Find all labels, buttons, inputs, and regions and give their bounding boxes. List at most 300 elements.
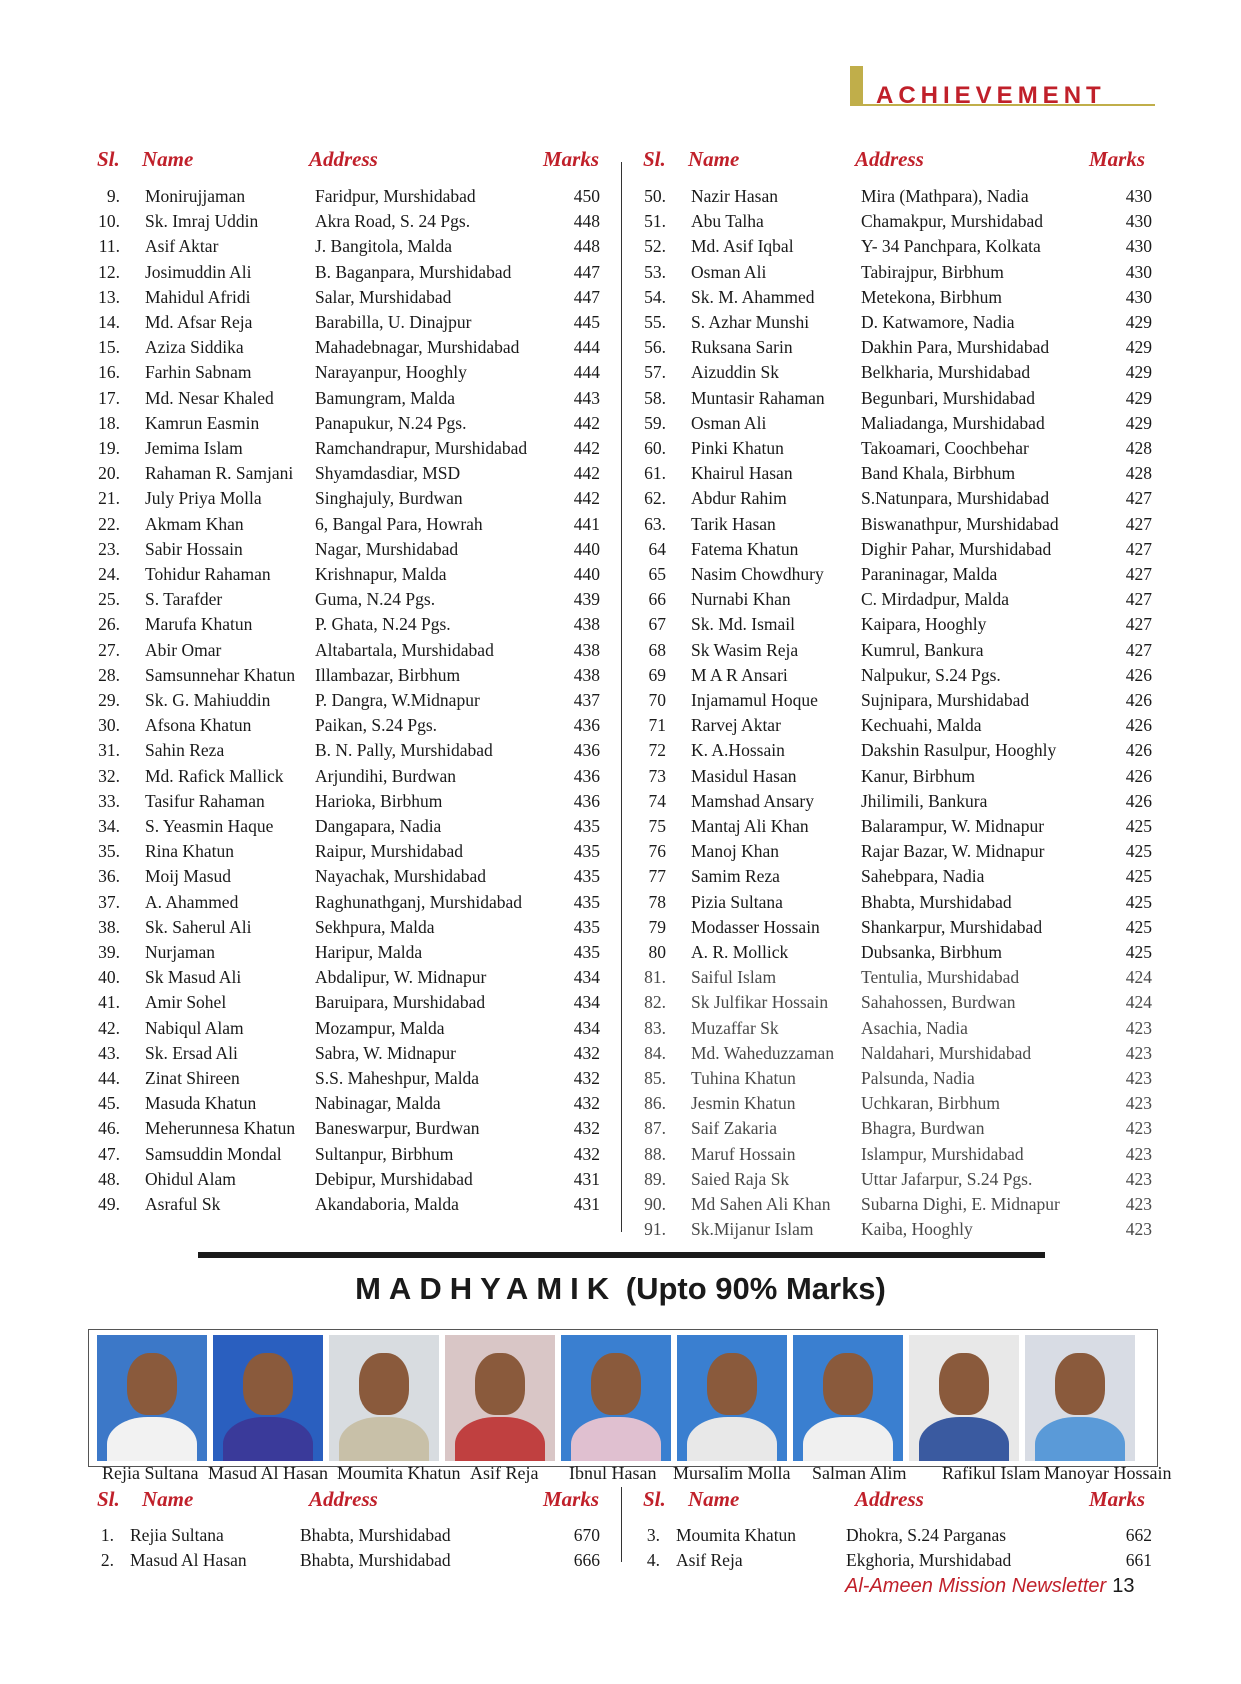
row-address: Nabinagar, Malda	[315, 1093, 441, 1114]
row-name: Osman Ali	[691, 261, 767, 282]
row-serial: 60.	[644, 438, 666, 458]
row-address: Narayanpur, Hooghly	[315, 362, 467, 383]
row-serial: 81.	[644, 967, 666, 988]
row-address: Arjundihi, Burdwan	[315, 765, 456, 786]
row-serial: 17.	[98, 387, 120, 408]
row-address: Subarna Dighi, E. Midnapur	[861, 1194, 1060, 1214]
photo-caption: Rafikul Islam	[942, 1463, 1041, 1483]
row-address: 6, Bangal Para, Howrah	[315, 513, 483, 534]
row-marks: 670	[573, 1525, 600, 1545]
row-address: Kanur, Birbhum	[861, 765, 976, 786]
row-serial: 63.	[644, 513, 666, 534]
row-marks: 662	[1125, 1525, 1152, 1545]
row-name: Osman Ali	[691, 412, 767, 433]
row-serial: 28.	[98, 664, 120, 685]
photo-face	[1055, 1353, 1105, 1415]
row-name: Masud Al Hasan	[130, 1550, 247, 1570]
row-name: Tohidur Rahaman	[145, 564, 271, 584]
row-address: Dighir Pahar, Murshidabad	[861, 538, 1052, 559]
row-marks: 440	[573, 538, 600, 559]
row-address: Rajar Bazar, W. Midnapur	[861, 841, 1045, 862]
section-divider	[198, 1252, 1045, 1258]
student-photo	[909, 1335, 1019, 1461]
row-marks: 442	[573, 438, 600, 458]
row-serial: 87.	[644, 1118, 666, 1139]
row-marks: 431	[573, 1168, 600, 1189]
row-name: Meherunnesa Khatun	[145, 1118, 296, 1139]
row-name: Manoj Khan	[691, 841, 779, 862]
row-name: Aziza Siddika	[145, 337, 244, 358]
row-name: Tarik Hasan	[691, 513, 776, 534]
row-serial: 74	[648, 790, 666, 811]
row-address: Panapukur, N.24 Pgs.	[315, 412, 467, 433]
row-marks: 439	[573, 589, 600, 610]
row-address: Metekona, Birbhum	[861, 286, 1002, 307]
row-serial: 66	[648, 589, 666, 610]
row-name: Sabir Hossain	[145, 538, 243, 559]
page-footer	[845, 1575, 1134, 1598]
row-name: Saied Raja Sk	[691, 1168, 790, 1189]
row-address: Biswanathpur, Murshidabad	[861, 513, 1059, 534]
row-marks: 436	[573, 765, 600, 786]
row-name: Sk.Mijanur Islam	[691, 1219, 814, 1240]
row-marks: 445	[573, 312, 600, 332]
row-marks: 442	[573, 463, 600, 484]
row-serial: 12.	[98, 261, 120, 282]
row-address: Ekghoria, Murshidabad	[846, 1550, 1012, 1570]
section-header	[850, 66, 1160, 110]
column-header-marks: Marks	[543, 1487, 600, 1511]
row-address: Haripur, Malda	[315, 942, 423, 962]
row-address: Asachia, Nadia	[861, 1017, 968, 1038]
row-marks: 425	[1125, 916, 1152, 937]
row-address: Dangapara, Nadia	[315, 816, 442, 836]
row-name: Ohidul Alam	[145, 1168, 236, 1189]
photo-caption: Rejia Sultana	[102, 1463, 199, 1483]
row-name: K. A.Hossain	[691, 740, 785, 761]
row-serial: 44.	[98, 1068, 120, 1088]
row-serial: 70	[648, 690, 666, 710]
row-address: Harioka, Birbhum	[315, 790, 443, 811]
row-name: Rejia Sultana	[130, 1525, 224, 1545]
row-address: Debipur, Murshidabad	[315, 1168, 473, 1189]
row-name: Sk Julfikar Hossain	[691, 992, 829, 1013]
row-name: Masuda Khatun	[145, 1093, 257, 1114]
row-name: Jesmin Khatun	[691, 1093, 796, 1114]
row-serial: 46.	[98, 1118, 120, 1139]
row-serial: 39.	[98, 942, 120, 962]
column-header-address: Address	[855, 147, 924, 171]
row-marks: 425	[1125, 841, 1152, 862]
row-marks: 430	[1125, 286, 1152, 307]
row-name: Kamrun Easmin	[145, 412, 260, 433]
row-name: Rina Khatun	[145, 841, 234, 862]
row-marks: 429	[1125, 362, 1152, 383]
row-address: B. N. Pally, Murshidabad	[315, 740, 493, 761]
row-name: Md. Rafick Mallick	[145, 765, 284, 786]
photo-caption: Masud Al Hasan	[208, 1463, 328, 1483]
photo-shirt	[919, 1417, 1009, 1461]
row-name: Samsuddin Mondal	[145, 1143, 282, 1164]
row-address: Dakhin Para, Murshidabad	[861, 337, 1050, 358]
row-marks: 432	[573, 1143, 600, 1164]
row-address: Illambazar, Birbhum	[315, 664, 461, 685]
photo-face	[475, 1353, 525, 1415]
row-address: Begunbari, Murshidabad	[861, 387, 1035, 408]
photo-face	[127, 1353, 177, 1415]
column-header-name: Name	[688, 147, 740, 171]
row-name: Ruksana Sarin	[691, 337, 793, 358]
madhyamik-title-main: MADHYAMIK	[355, 1271, 618, 1306]
row-address: Islampur, Murshidabad	[861, 1143, 1024, 1164]
row-name: Md. Nesar Khaled	[145, 387, 274, 408]
row-address: S.S. Maheshpur, Malda	[315, 1068, 480, 1088]
row-address: Shyamdasdiar, MSD	[315, 463, 461, 484]
row-name: Pinki Khatun	[691, 438, 784, 458]
row-serial: 20.	[98, 463, 120, 484]
row-serial: 41.	[98, 992, 120, 1013]
row-marks: 423	[1125, 1042, 1152, 1063]
row-name: Sk. Imraj Uddin	[145, 211, 259, 232]
row-marks: 435	[573, 891, 600, 912]
row-address: Ramchandrapur, Murshidabad	[315, 438, 528, 458]
row-address: Balarampur, W. Midnapur	[861, 816, 1045, 836]
row-serial: 34.	[98, 816, 120, 836]
row-address: Salar, Murshidabad	[315, 286, 452, 307]
row-marks: 434	[573, 992, 600, 1013]
row-marks: 425	[1125, 891, 1152, 912]
row-name: Saiful Islam	[691, 967, 777, 988]
row-name: Zinat Shireen	[145, 1068, 240, 1088]
photo-caption: Moumita Khatun	[337, 1463, 461, 1483]
row-marks: 423	[1125, 1194, 1152, 1214]
row-address: Paraninagar, Malda	[861, 564, 998, 584]
row-name: Saif Zakaria	[691, 1118, 777, 1139]
row-marks: 424	[1125, 967, 1152, 988]
photo-face	[939, 1353, 989, 1415]
row-serial: 23.	[98, 538, 120, 559]
row-marks: 435	[573, 866, 600, 887]
row-address: Bamungram, Malda	[315, 387, 455, 408]
row-serial: 80	[648, 942, 666, 962]
row-serial: 32.	[98, 765, 120, 786]
photo-caption: Asif Reja	[470, 1463, 539, 1483]
column-header-name: Name	[142, 1487, 194, 1511]
row-marks: 430	[1125, 261, 1152, 282]
row-marks: 427	[1125, 564, 1152, 584]
row-marks: 423	[1125, 1143, 1152, 1164]
row-marks: 450	[573, 186, 600, 206]
row-address: Uttar Jafarpur, S.24 Pgs.	[861, 1168, 1033, 1189]
row-serial: 89.	[644, 1168, 666, 1189]
row-serial: 54.	[644, 286, 666, 307]
row-marks: 427	[1125, 639, 1152, 660]
row-serial: 42.	[98, 1017, 120, 1038]
row-address: B. Baganpara, Murshidabad	[315, 261, 512, 282]
row-address: Tabirajpur, Birbhum	[861, 261, 1004, 282]
row-marks: 436	[573, 790, 600, 811]
row-serial: 71	[648, 715, 666, 736]
row-address: P. Dangra, W.Midnapur	[315, 690, 480, 710]
row-name: Sahin Reza	[145, 740, 225, 761]
row-address: D. Katwamore, Nadia	[861, 312, 1015, 332]
column-header-sl: Sl.	[643, 1487, 666, 1511]
row-address: Palsunda, Nadia	[861, 1068, 975, 1088]
row-marks: 444	[573, 362, 600, 383]
row-name: Fatema Khatun	[691, 538, 799, 559]
row-marks: 429	[1125, 337, 1152, 358]
row-marks: 427	[1125, 488, 1152, 509]
column-header-marks: Marks	[543, 147, 600, 171]
row-name: Moij Masud	[145, 866, 232, 887]
row-address: Sahebpara, Nadia	[861, 866, 985, 887]
row-name: Sk. Saherul Ali	[145, 916, 252, 937]
row-name: Sk. Md. Ismail	[691, 614, 796, 635]
row-serial: 33.	[98, 790, 120, 811]
row-address: Tentulia, Murshidabad	[861, 967, 1020, 988]
row-serial: 48.	[98, 1168, 120, 1189]
row-name: Rahaman R. Samjani	[145, 463, 294, 484]
row-marks: 432	[573, 1042, 600, 1063]
row-marks: 430	[1125, 236, 1152, 257]
column-header-address: Address	[309, 1487, 378, 1511]
row-address: Raghunathganj, Murshidabad	[315, 891, 523, 912]
row-serial: 76	[648, 841, 666, 862]
row-serial: 1.	[100, 1525, 114, 1545]
row-marks: 426	[1125, 765, 1152, 786]
row-serial: 86.	[644, 1093, 666, 1114]
row-name: Khairul Hasan	[691, 463, 793, 484]
row-serial: 30.	[98, 715, 120, 736]
row-marks: 423	[1125, 1017, 1152, 1038]
row-marks: 429	[1125, 412, 1152, 433]
row-serial: 88.	[644, 1143, 666, 1164]
row-marks: 423	[1125, 1118, 1152, 1139]
row-marks: 427	[1125, 538, 1152, 559]
row-serial: 77	[648, 866, 666, 887]
row-serial: 50.	[644, 186, 666, 206]
photo-shirt	[803, 1417, 893, 1461]
column-header-sl: Sl.	[97, 1487, 120, 1511]
row-marks: 437	[573, 690, 600, 710]
row-name: Marufa Khatun	[145, 614, 253, 635]
row-address: Nayachak, Murshidabad	[315, 866, 487, 887]
row-marks: 435	[573, 841, 600, 862]
row-marks: 432	[573, 1068, 600, 1088]
madhyamik-title-sub: (Upto 90% Marks)	[625, 1271, 886, 1306]
column-header-address: Address	[855, 1487, 924, 1511]
row-serial: 4.	[646, 1550, 660, 1570]
row-serial: 3.	[646, 1525, 660, 1545]
row-serial: 43.	[98, 1042, 120, 1063]
row-name: Sk. Ersad Ali	[145, 1042, 238, 1063]
student-photo	[793, 1335, 903, 1461]
row-name: July Priya Molla	[145, 488, 262, 509]
row-address: Shankarpur, Murshidabad	[861, 916, 1043, 937]
row-serial: 59.	[644, 412, 666, 433]
row-address: P. Ghata, N.24 Pgs.	[315, 614, 451, 635]
row-name: Nasim Chowdhury	[691, 564, 824, 584]
row-serial: 69	[648, 664, 666, 685]
row-address: Jhilimili, Bankura	[861, 790, 988, 811]
row-marks: 423	[1125, 1168, 1152, 1189]
row-marks: 426	[1125, 664, 1152, 685]
row-name: M A R Ansari	[691, 664, 788, 685]
row-serial: 47.	[98, 1143, 120, 1164]
photo-shirt	[1035, 1417, 1125, 1461]
column-header-name: Name	[142, 147, 194, 171]
row-address: Mahadebnagar, Murshidabad	[315, 337, 520, 358]
row-address: Kaiba, Hooghly	[861, 1219, 973, 1240]
row-name: Asif Reja	[676, 1550, 743, 1570]
student-photo	[561, 1335, 671, 1461]
photo-shirt	[107, 1417, 197, 1461]
student-photo	[97, 1335, 207, 1461]
row-address: Mira (Mathpara), Nadia	[861, 186, 1029, 206]
student-photo	[445, 1335, 555, 1461]
row-name: Nurnabi Khan	[691, 589, 791, 610]
row-serial: 90.	[644, 1194, 666, 1214]
row-serial: 38.	[98, 916, 120, 937]
row-address: Sabra, W. Midnapur	[315, 1042, 456, 1063]
row-address: Baruipara, Murshidabad	[315, 992, 486, 1013]
row-address: Mozampur, Malda	[315, 1017, 445, 1038]
row-marks: 447	[573, 261, 600, 282]
row-serial: 45.	[98, 1093, 120, 1114]
row-marks: 435	[573, 916, 600, 937]
row-name: Abdur Rahim	[691, 488, 787, 509]
row-name: S. Yeasmin Haque	[145, 816, 274, 836]
row-address: Maliadanga, Murshidabad	[861, 412, 1045, 433]
row-marks: 427	[1125, 513, 1152, 534]
row-serial: 84.	[644, 1042, 666, 1063]
row-marks: 448	[573, 236, 600, 257]
row-marks: 429	[1125, 312, 1152, 332]
row-name: Modasser Hossain	[691, 916, 820, 937]
photo-face	[243, 1353, 293, 1415]
row-name: Samsunnehar Khatun	[145, 664, 296, 685]
row-address: Sahahossen, Burdwan	[861, 992, 1016, 1013]
row-serial: 73	[648, 765, 666, 786]
column-header-address: Address	[309, 147, 378, 171]
row-name: Mantaj Ali Khan	[691, 816, 809, 836]
row-address: Akra Road, S. 24 Pgs.	[315, 211, 471, 232]
row-address: Band Khala, Birbhum	[861, 463, 1016, 484]
row-name: Md. Waheduzzaman	[691, 1042, 835, 1063]
row-marks: 423	[1125, 1219, 1152, 1240]
row-name: Md Sahen Ali Khan	[691, 1194, 831, 1214]
column-header-name: Name	[688, 1487, 740, 1511]
madhyamik-title	[0, 1271, 1241, 1307]
photo-shirt	[455, 1417, 545, 1461]
row-marks: 427	[1125, 614, 1152, 635]
row-serial: 49.	[98, 1194, 120, 1214]
row-serial: 75	[648, 816, 666, 836]
photo-face	[823, 1353, 873, 1415]
photo-shirt	[339, 1417, 429, 1461]
row-serial: 72	[648, 740, 666, 761]
column-header-sl: Sl.	[97, 147, 120, 171]
student-photo	[1025, 1335, 1135, 1461]
row-serial: 78	[648, 891, 666, 912]
row-serial: 37.	[98, 891, 120, 912]
row-marks: 429	[1125, 387, 1152, 408]
row-address: Altabartala, Murshidabad	[315, 639, 494, 660]
row-serial: 25.	[98, 589, 120, 610]
row-name: Tasifur Rahaman	[145, 790, 265, 811]
row-name: Farhin Sabnam	[145, 362, 252, 383]
row-name: Monirujjaman	[145, 186, 246, 206]
row-name: Tuhina Khatun	[691, 1068, 796, 1088]
row-serial: 11.	[98, 236, 120, 257]
row-address: Kechuahi, Malda	[861, 715, 982, 736]
row-marks: 428	[1125, 438, 1152, 458]
row-serial: 82.	[644, 992, 666, 1013]
row-marks: 442	[573, 488, 600, 509]
row-name: A. R. Mollick	[691, 942, 789, 962]
row-address: Barabilla, U. Dinajpur	[315, 312, 472, 332]
row-address: Takoamari, Coochbehar	[861, 438, 1029, 458]
row-marks: 426	[1125, 690, 1152, 710]
row-name: Sk Wasim Reja	[691, 639, 799, 660]
row-serial: 16.	[98, 362, 120, 383]
row-serial: 27.	[98, 639, 120, 660]
photo-shirt	[571, 1417, 661, 1461]
row-serial: 36.	[98, 866, 120, 887]
row-serial: 83.	[644, 1017, 666, 1038]
row-marks: 425	[1125, 866, 1152, 887]
row-marks: 435	[573, 942, 600, 962]
row-name: Nurjaman	[145, 942, 215, 962]
row-address: Bhabta, Murshidabad	[300, 1525, 451, 1545]
section-title: ACHIEVEMENT	[876, 82, 1106, 109]
page-number: 13	[1112, 1575, 1135, 1597]
row-name: Nabiqul Alam	[145, 1017, 244, 1038]
row-marks: 436	[573, 740, 600, 761]
row-address: Akandaboria, Malda	[315, 1194, 459, 1214]
photo-face	[591, 1353, 641, 1415]
row-name: Amir Sohel	[145, 992, 227, 1013]
column-divider	[621, 162, 622, 1232]
row-marks: 426	[1125, 715, 1152, 736]
row-serial: 85.	[644, 1068, 666, 1088]
row-name: Samim Reza	[691, 866, 780, 887]
row-address: J. Bangitola, Malda	[315, 236, 453, 257]
row-marks: 661	[1125, 1550, 1152, 1570]
row-marks: 441	[573, 513, 600, 534]
row-name: Pizia Sultana	[691, 891, 783, 912]
student-photo-strip	[88, 1329, 1158, 1467]
row-serial: 31.	[98, 740, 120, 761]
row-serial: 21.	[98, 488, 120, 509]
row-address: Bhabta, Murshidabad	[861, 891, 1012, 912]
row-serial: 13.	[98, 286, 120, 307]
row-serial: 53.	[644, 261, 666, 282]
row-name: Afsona Khatun	[145, 715, 252, 736]
row-serial: 15.	[98, 337, 120, 358]
row-marks: 430	[1125, 186, 1152, 206]
row-marks: 430	[1125, 211, 1152, 232]
row-address: Singhajuly, Burdwan	[315, 488, 463, 509]
row-address: Bhagra, Burdwan	[861, 1118, 985, 1139]
row-marks: 432	[573, 1118, 600, 1139]
row-serial: 26.	[98, 614, 120, 635]
row-name: Maruf Hossain	[691, 1143, 796, 1164]
row-name: Aizuddin Sk	[691, 362, 779, 383]
column-header-marks: Marks	[1089, 1487, 1146, 1511]
row-serial: 67	[648, 614, 666, 635]
row-serial: 29.	[98, 690, 120, 710]
